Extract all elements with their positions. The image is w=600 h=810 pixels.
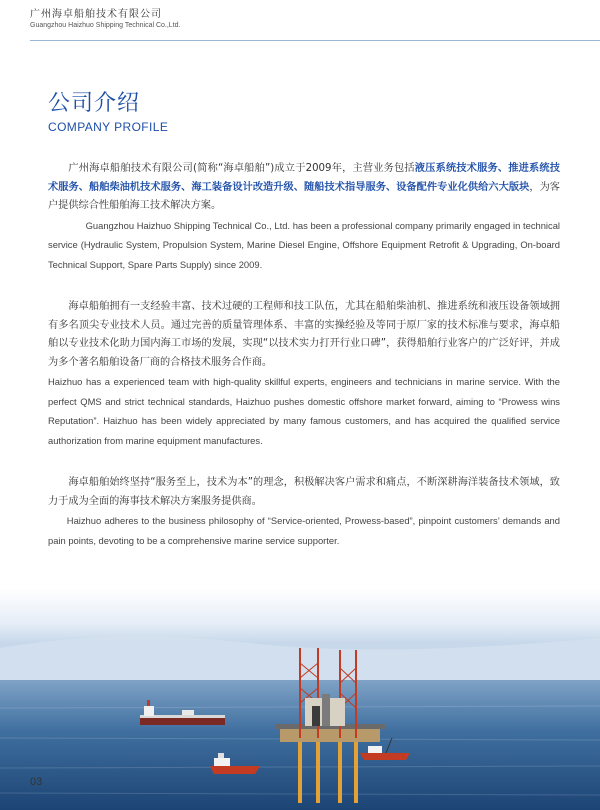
section-title-en: COMPANY PROFILE — [48, 120, 169, 134]
paragraph-1-cn-tail: ，为客户提供综合性船舶海工技术解决方案。 — [48, 181, 560, 211]
company-name-cn: 广州海卓船舶技术有限公司 — [30, 9, 162, 20]
paragraph-3-en: Haizhuo adheres to the business philosophy of “Service-oriented, Prowess-based”, pinpoint customers’ demands and pain points, devoting to be a comprehensive marine service supporter. — [48, 515, 560, 546]
offshore-platform-photo — [0, 588, 600, 810]
company-name-en: Guangzhou Haizhuo Shipping Technical Co.,Ltd. — [30, 22, 181, 29]
paragraph-2-en: Haizhuo has a experienced team with high-quality skillful experts, engineers and technicians in marine service. With the perfect QMS and strict technical standards, Haizhuo pushes domestic offshore market forward, aiming to “Prowess wins Reputation”. Haizhuo has been widely appreciated by many famous customers, and has acquired the qualified service authorization from marine equipment manufactures. — [48, 376, 560, 446]
section-title-cn: 公司介绍 — [48, 91, 141, 116]
profile-body — [48, 160, 560, 550]
page-number: 03 — [30, 776, 43, 788]
paragraph-2-cn: 海卓船舶拥有一支经验丰富、技术过硬的工程师和技工队伍，尤其在船舶柴油机、推进系统和液压设备领域拥有多名顶尖专业技术人员。通过完善的质量管理体系、丰富的实操经验及等同于原厂家的技术标准与要求，海卓船舶以专业技术化助力国内海工市场的发展，实现“以技术实力打开行业口碑”，获得船舶行业客户的广泛好评，并成为多个著名船舶设备厂商的合格技术服务合作商。 — [48, 301, 560, 368]
paragraph-1-cn — [48, 160, 560, 216]
header-divider — [30, 40, 600, 41]
paragraph-1-cn-lead: 广州海卓船舶技术有限公司(简称“海卓船舶”)成立于2009年，主营业务包括 — [68, 163, 415, 174]
page-header — [30, 8, 570, 31]
business-segments-highlight: 液压系统技术服务、推进系统技术服务、船舶柴油机技术服务、海工装备设计改造升级、随船技术指导服务、设备配件专业化供给六大版块 — [48, 163, 560, 193]
paragraph-1-en: Guangzhou Haizhuo Shipping Technical Co., Ltd. has been a professional company primarily engaged in technical service (Hydraulic System, Propulsion System, Marine Diesel Engine, Offshore Equipment Retrofit & Upgrading, On-board Technical Support, Spare Parts Supply) since 2009. — [48, 219, 560, 270]
paragraph-3-cn: 海卓船舶始终坚持“服务至上，技术为本”的理念，积极解决客户需求和痛点，不断深耕海洋装备技术领域，致力于成为全面的海事技术解决方案服务提供商。 — [48, 477, 560, 507]
